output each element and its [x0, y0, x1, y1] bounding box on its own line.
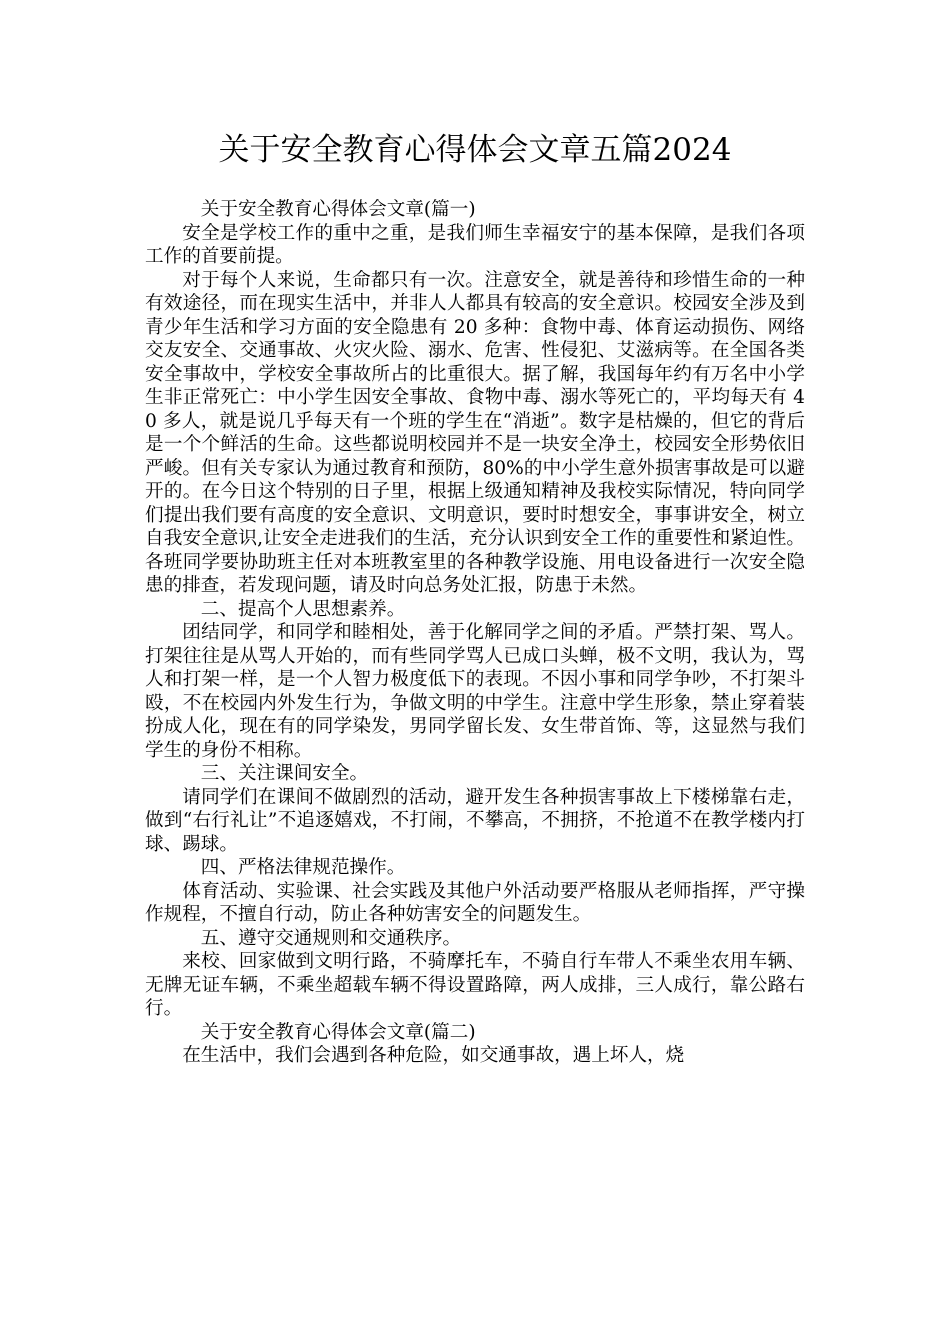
section-heading: 四、严格法律规范操作。 — [200, 857, 406, 878]
document-title: 关于安全教育心得体会文章五篇2024 — [218, 132, 732, 168]
section-heading: 关于安全教育心得体会文章(篇一) — [200, 199, 476, 220]
body-paragraph: 对于每个人来说，生命都只有一次。注意安全，就是善待和珍惜生命的一种有效途径，而在现实生活中，并非人人都具有较高的安全意识。校园安全涉及到青少年生活和学习方面的安全隐患有 20 多种：食物中毒、体育运动损伤、网络交友安全、交通事故、火灾火险、溺水、危害、性侵犯、艾滋病等。在全国各类安全事故中，学校安全事故所占的比重很大。据了解，我国每年约有万名中小学生非正常死亡：中小学生因安全事故、食物中毒、溺水等死亡的，平均每天有 40 多人，就是说几乎每天有一个班的学生在“消逝”。数字是枯燥的，但它的背后是一个个鲜活的生命。这些都说明校园并不是一块安全净土，校园安全形势依旧严峻。但有关专家认为通过教育和预防，80%的中小学生意外损害事故是可以避开的。在今日这个特别的日子里，根据上级通知精神及我校实际情况，特向同学们提出我们要有高度的安全意识、文明意识，要时时想安全，事事讲安全，树立自我安全意识,让安全走进我们的生活，充分认识到安全工作的重要性和紧迫性。各班同学要协助班主任对本班教室里的各种教学设施、用电设备进行一次安全隐患的排查，若发现问题，请及时向总务处汇报，防患于未然。 — [145, 269, 805, 596]
body-paragraph: 安全是学校工作的重中之重，是我们师生幸福安宁的基本保障，是我们各项工作的首要前提。 — [145, 222, 805, 267]
body-paragraph: 来校、回家做到文明行路，不骑摩托车，不骑自行车带人不乘坐农用车辆、无牌无证车辆，不乘坐超载车辆不得设置路障，两人成排，三人成行，靠公路右行。 — [145, 951, 805, 1019]
body-paragraph: 请同学们在课间不做剧烈的活动，避开发生各种损害事故上下楼梯靠右走，做到“右行礼让”不追逐嬉戏，不打闹，不攀高，不拥挤，不抢道不在教学楼内打球、踢球。 — [145, 786, 805, 855]
body-paragraph: 团结同学，和同学和睦相处，善于化解同学之间的矛盾。严禁打架、骂人。打架往往是从骂人开始的，而有些同学骂人已成口头蝉，极不文明，我认为，骂人和打架一样，是一个人智力极度低下的表现。不因小事和同学争吵，不打架斗殴，不在校园内外发生行为，争做文明的中学生。注意中学生形象，禁止穿着装扮成人化，现在有的同学染发，男同学留长发、女生带首饰、等，这显然与我们学生的身份不相称。 — [145, 622, 805, 761]
document-page — [145, 128, 805, 1068]
section-heading: 三、关注课间安全。 — [200, 763, 369, 784]
section-heading: 二、提高个人思想素养。 — [200, 598, 406, 620]
body-paragraph: 在生活中，我们会遇到各种危险，如交通事故，遇上坏人，烧 — [182, 1045, 685, 1066]
section-heading: 关于安全教育心得体会文章(篇二) — [200, 1021, 476, 1043]
section-heading: 五、遵守交通规则和交通秩序。 — [200, 927, 462, 949]
body-paragraph: 体育活动、实验课、社会实践及其他户外活动要严格服从老师指挥，严守操作规程，不擅自行动，防止各种妨害安全的问题发生。 — [145, 880, 805, 925]
document-body — [145, 198, 805, 1068]
